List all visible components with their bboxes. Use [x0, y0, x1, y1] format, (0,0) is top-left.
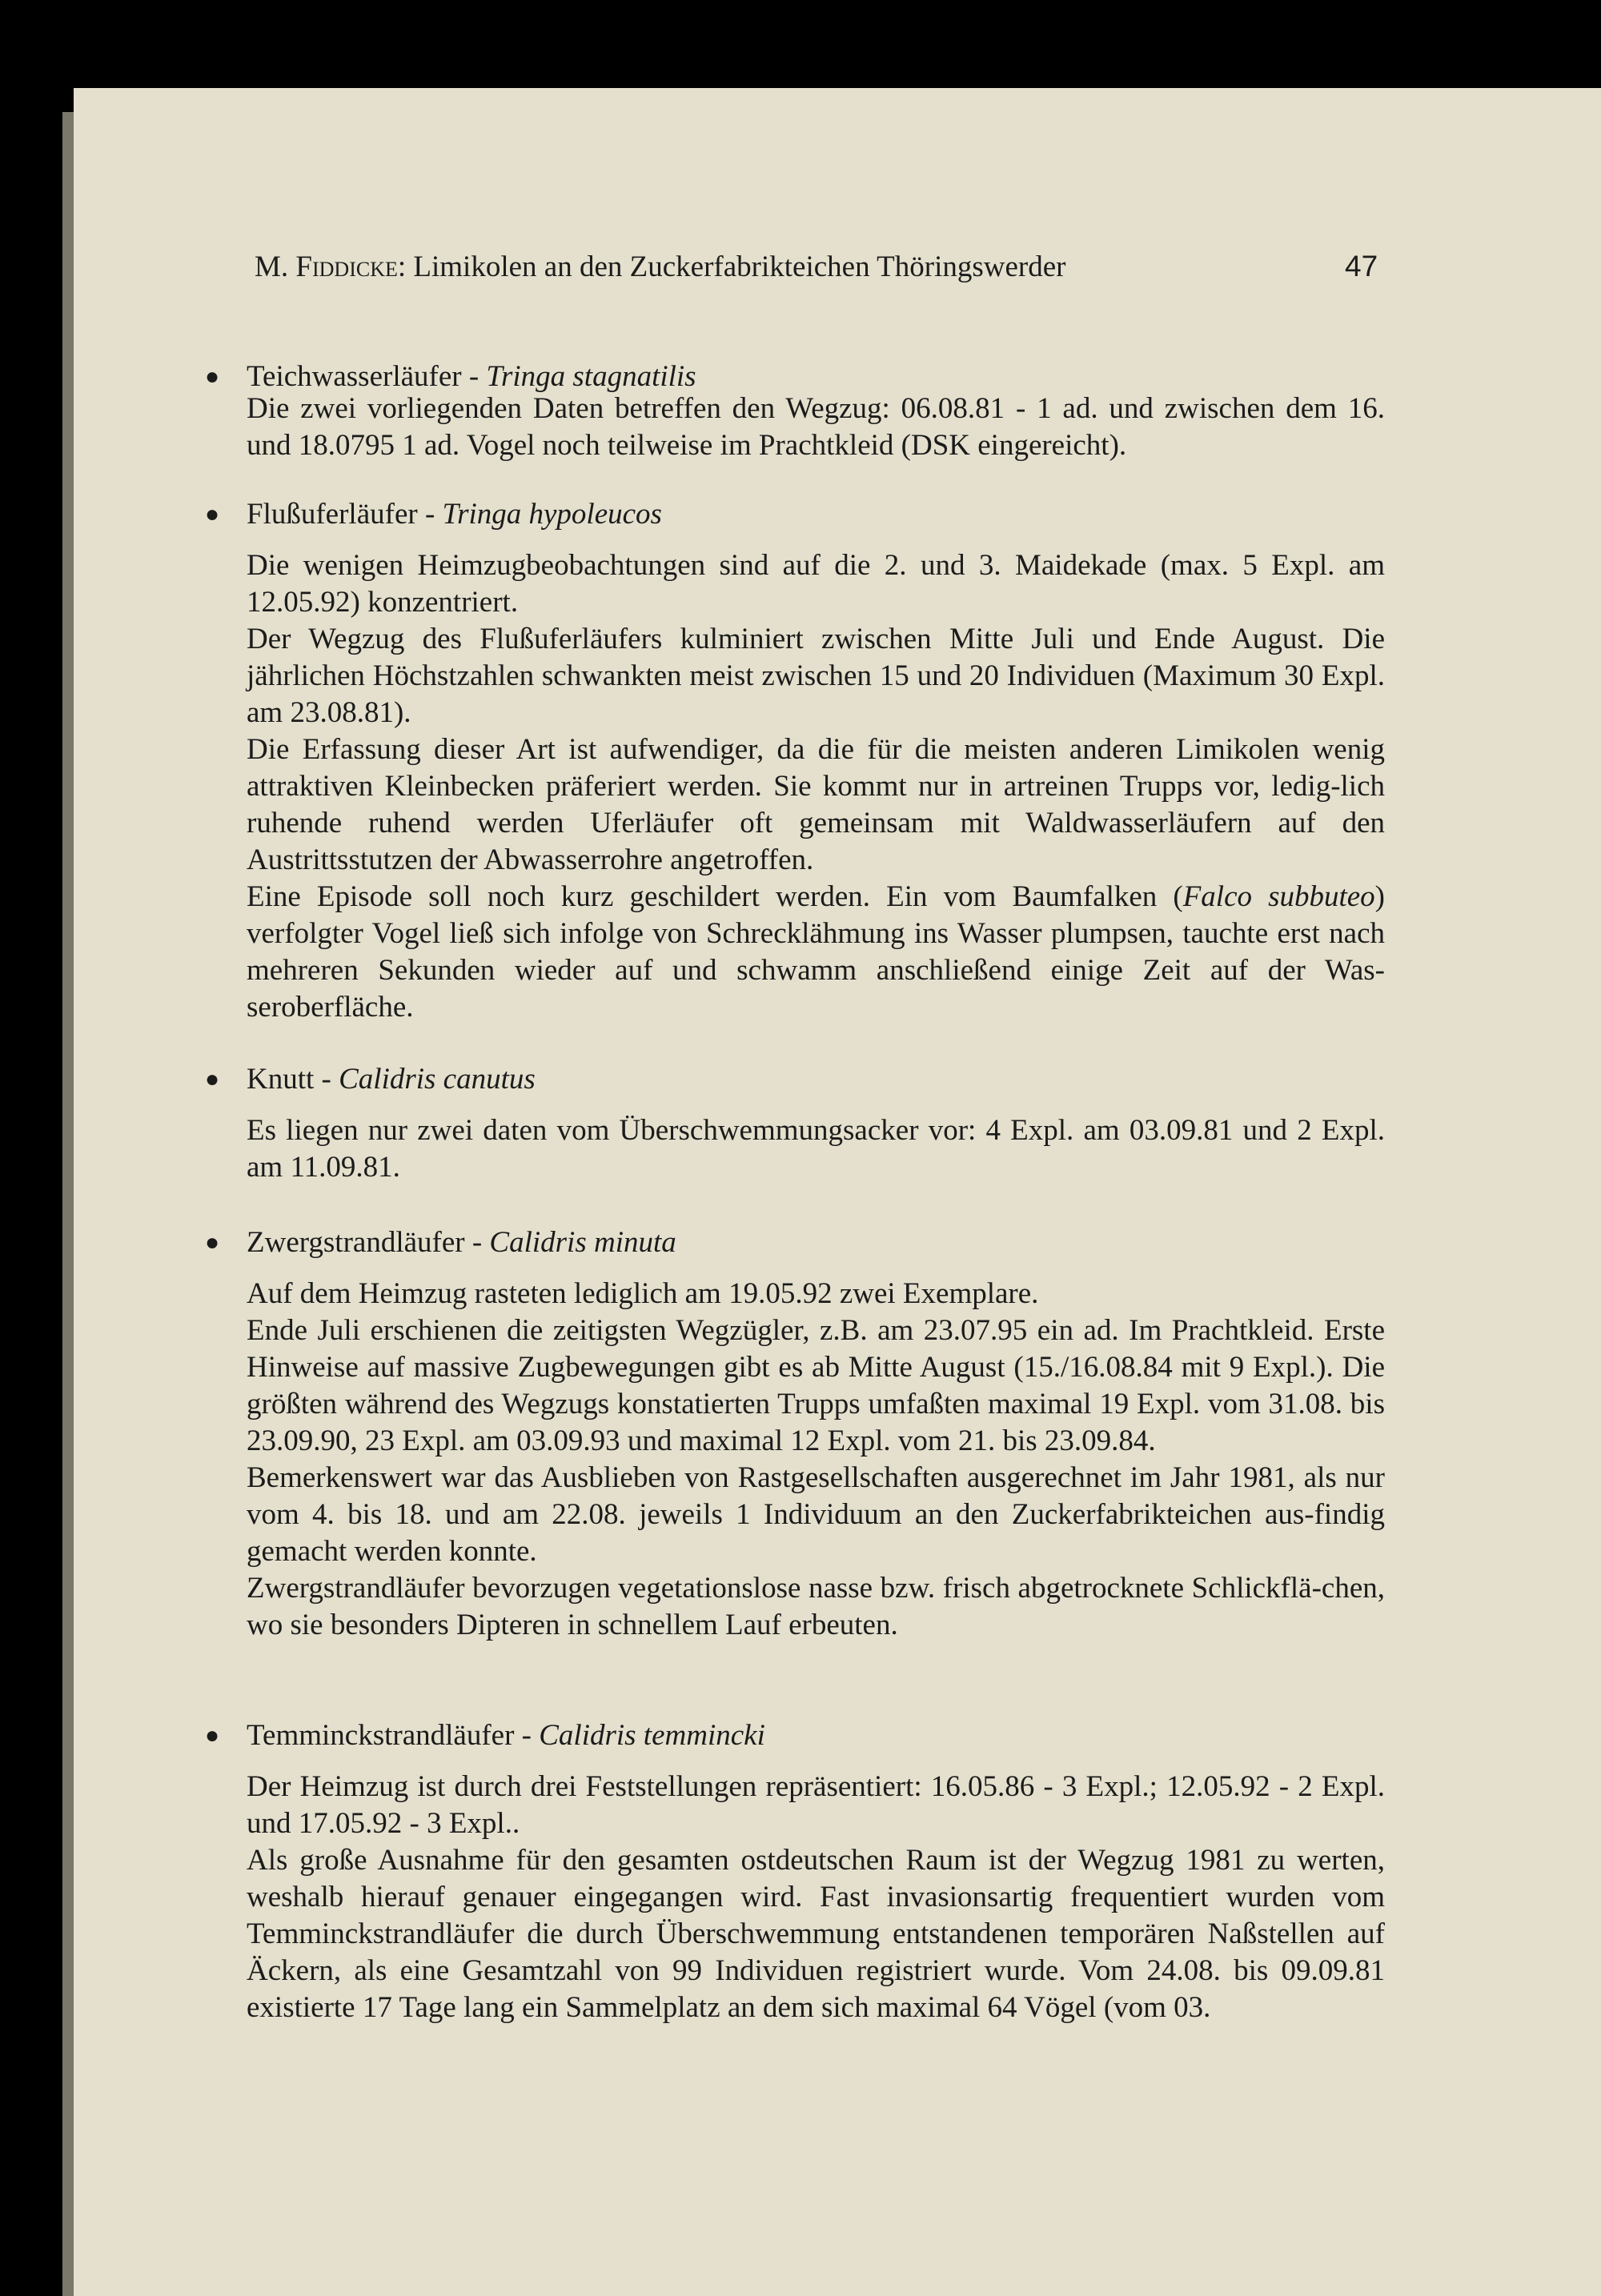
- paragraph: Als große Ausnahme für den gesamten ostdeutschen Raum ist der Wegzug 1981 zu werten, weshalb hierauf genauer eingegangen wird. Fast invasionsartig frequentiert wurden vom Temminckstrandläufer die durch Überschwemmung entstandenen temporären Naßstellen auf Äckern, als eine Gesamtzahl von 99 Individuen registriert wurde. Vom 24.08. bis 09.09.81 existierte 17 Tage lang ein Sammelplatz an dem sich maximal 64 Vögel (vom 03.: [247, 1844, 1385, 2024]
- header-title: Limikolen an den Zuckerfabrikteichen Thöringswerder: [413, 250, 1066, 283]
- species-heading: Knutt - Calidris canutus: [247, 1063, 536, 1096]
- bullet-icon: ●: [205, 1066, 220, 1092]
- header-author: M. Fiddicke:: [255, 250, 407, 283]
- species-text: [247, 1276, 1385, 1644]
- bullet-icon: ●: [205, 1722, 220, 1749]
- page-number: 47: [1345, 250, 1378, 282]
- species-heading: Zwergstrandläufer - Calidris minuta: [247, 1226, 676, 1259]
- paragraph: Zwergstrandläufer bevorzugen vegetationslose nasse bzw. frisch abgetrocknete Schlickflä-chen, wo sie besonders Dipteren in schnellem Lauf erbeuten.: [247, 1572, 1385, 1641]
- paragraph: Der Heimzug ist durch drei Feststellungen repräsentiert: 16.05.86 - 3 Expl.; 12.05.92 - 2 Expl. und 17.05.92 - 3 Expl..: [247, 1770, 1385, 1840]
- paragraph: Eine Episode soll noch kurz geschildert werden. Ein vom Baumfalken (Falco subbuteo) verfolgter Vogel ließ sich infolge von Schrecklähmung ins Wasser plumpsen, tauchte erst nach mehreren Sekunden wieder auf und schwamm anschließend einige Zeit auf der Was-seroberfläche.: [247, 880, 1385, 1024]
- paragraph: Es liegen nur zwei daten vom Überschwemmungsacker vor: 4 Expl. am 03.09.81 und 2 Expl. am 11.09.81.: [247, 1114, 1385, 1184]
- species-text: [247, 391, 1385, 464]
- species-heading: Flußuferläufer - Tringa hypoleucos: [247, 498, 662, 531]
- left-page-edge: [62, 112, 74, 2296]
- paragraph: Die wenigen Heimzugbeobachtungen sind auf die 2. und 3. Maidekade (max. 5 Expl. am 12.05.92) konzentriert.: [247, 549, 1385, 619]
- paragraph: Ende Juli erschienen die zeitigsten Wegzügler, z.B. am 23.07.95 ein ad. Im Prachtkleid. Erste Hinweise auf massive Zugbewegungen gibt es ab Mitte August (15./16.08.84 mit 9 Expl.). Die größten während des Wegzugs konstatierten Trupps umfaßten maximal 19 Expl. vom 31.08. bis 23.09.90, 23 Expl. am 03.09.93 und maximal 12 Expl. vom 21. bis 23.09.84.: [247, 1314, 1385, 1457]
- bullet-icon: ●: [205, 1229, 220, 1256]
- species-text: [247, 1769, 1385, 2026]
- species-text: [247, 1112, 1385, 1186]
- paragraph: Bemerkenswert war das Ausblieben von Rastgesellschaften ausgerechnet im Jahr 1981, als nur vom 4. bis 18. und am 22.08. jeweils 1 Individuum an den Zuckerfabrikteichen aus-findig gemacht werden konnte.: [247, 1461, 1385, 1568]
- bullet-icon: ●: [205, 501, 220, 527]
- paragraph: Der Wegzug des Flußuferläufers kulminiert zwischen Mitte Juli und Ende August. Die jährlichen Höchstzahlen schwankten meist zwischen 15 und 20 Individuen (Maximum 30 Expl. am 23.08.81).: [247, 623, 1385, 729]
- paragraph: Die zwei vorliegenden Daten betreffen den Wegzug: 06.08.81 - 1 ad. und zwischen dem 16. und 18.0795 1 ad. Vogel noch teilweise im Prachtkleid (DSK eingereicht).: [247, 392, 1385, 462]
- bullet-icon: ●: [205, 363, 220, 390]
- species-heading: Temminckstrandläufer - Calidris temmincki: [247, 1719, 765, 1752]
- paragraph: Auf dem Heimzug rasteten lediglich am 19.05.92 zwei Exemplare.: [247, 1277, 1039, 1310]
- running-header: [255, 250, 1378, 284]
- paragraph: Die Erfassung dieser Art ist aufwendiger, da die für die meisten anderen Limikolen wenig attraktiven Kleinbecken präferiert werden. Sie kommt nur in artreinen Trupps vor, ledig-lich ruhende ruhend werden Uferläufer oft gemeinsam mit Waldwasserläufern auf den Austrittsstutzen der Abwasserrohre angetroffen.: [247, 733, 1385, 876]
- species-text: [247, 547, 1385, 1026]
- species-heading: Teichwasserläufer - Tringa stagnatilis: [247, 360, 696, 393]
